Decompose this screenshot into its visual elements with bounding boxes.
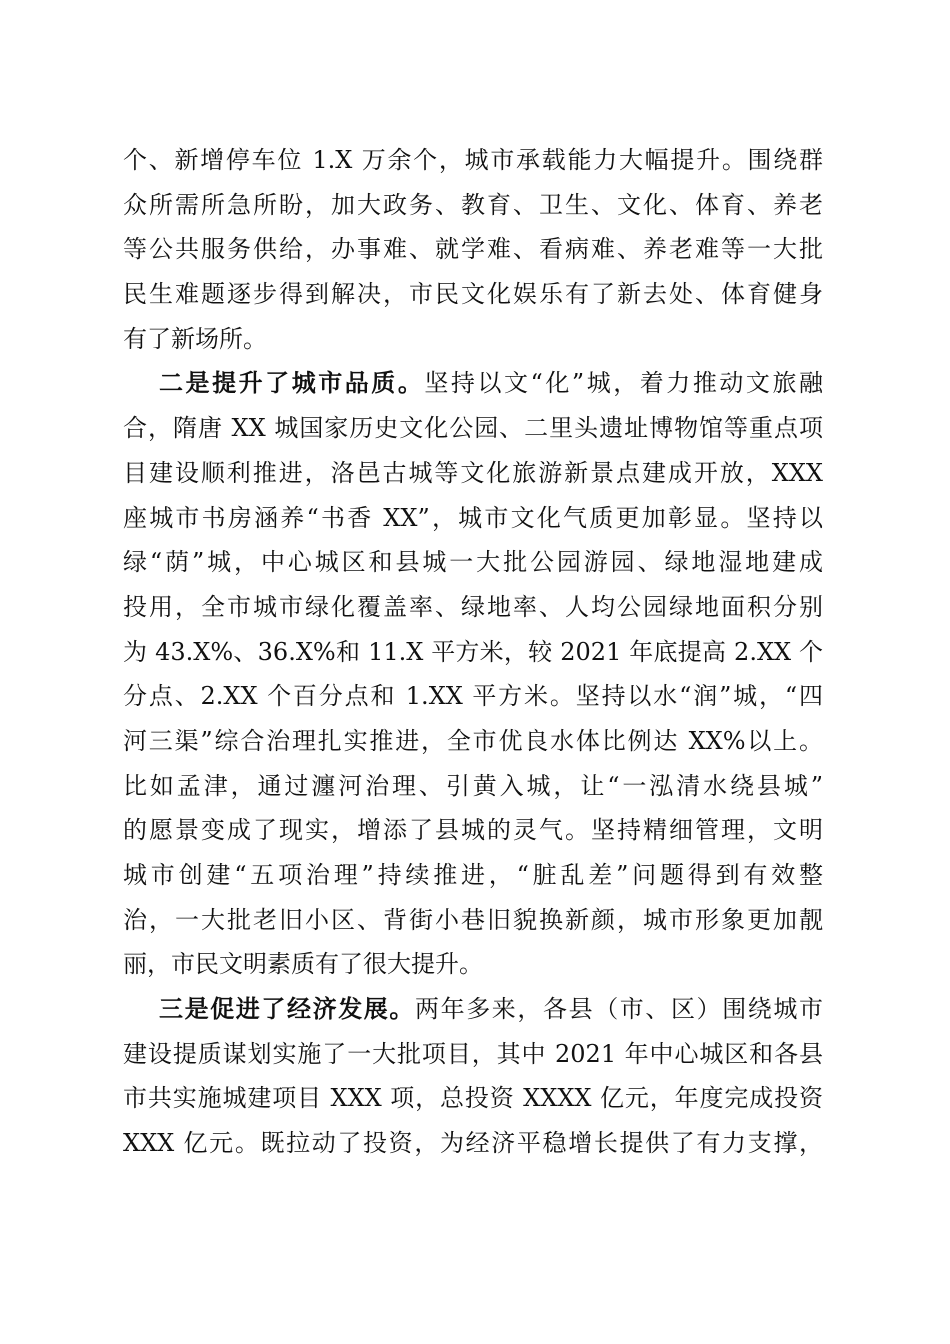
- paragraph-city-quality: [123, 361, 823, 987]
- text-line: 比如孟津，通过瀍河治理、引黄入城，让“一泓清水绕县城”: [123, 771, 823, 800]
- text-line: 合，隋唐 XX 城国家历史文化公园、二里头遗址博物馆等重点项: [123, 414, 823, 443]
- text-line: 市共实施城建项目 XXX 项，总投资 XXXX 亿元，年度完成投资: [123, 1084, 823, 1113]
- paragraph-lead: 三是促进了经济发展。: [159, 994, 415, 1024]
- text-line: 建设提质谋划实施了一大批项目，其中 2021 年中心城区和各县: [123, 1039, 823, 1068]
- text-line: 座城市书房涵养“书香 XX”，城市文化气质更加彰显。坚持以: [123, 503, 823, 532]
- text-line: XXX 亿元。既拉动了投资，为经济平稳增长提供了有力支撑，: [123, 1129, 823, 1158]
- text-line: 绿“荫”城，中心城区和县城一大批公园游园、绿地湿地建成: [123, 548, 823, 577]
- paragraph-lead: 二是提升了城市品质。: [159, 368, 425, 398]
- document-body: [123, 138, 823, 1166]
- text-line: 丽，市民文明素质有了很大提升。: [123, 950, 483, 979]
- text-line: 分点、2.XX 个百分点和 1.XX 平方米。坚持以水“润”城，“四: [123, 682, 823, 711]
- text-line: [123, 987, 823, 1032]
- text-line: 民生难题逐步得到解决，市民文化娱乐有了新去处、体育健身: [123, 280, 823, 309]
- text-line: 河三渠”综合治理扎实推进，全市优良水体比例达 XX%以上。: [123, 726, 823, 755]
- text-line: 投用，全市城市绿化覆盖率、绿地率、人均公园绿地面积分别: [123, 592, 823, 621]
- text-line: 治，一大批老旧小区、背街小巷旧貌换新颜，城市形象更加靓: [123, 905, 823, 934]
- text-line: 城市创建“五项治理”持续推进，“脏乱差”问题得到有效整: [123, 861, 823, 889]
- text-line: 为 43.X%、36.X%和 11.X 平方米，较 2021 年底提高 2.XX 个: [123, 637, 823, 666]
- text-run: 坚持以文“化”城，着力推动文旅融: [424, 369, 823, 398]
- paragraph-economic-development: [123, 987, 823, 1166]
- paragraph-public-services: [123, 138, 823, 361]
- text-run: 两年多来，各县（市、区）围绕城市: [415, 995, 823, 1024]
- text-line: 个、新增停车位 1.X 万余个，城市承载能力大幅提升。围绕群: [123, 146, 823, 174]
- text-line: 有了新场所。: [123, 324, 267, 353]
- text-line: [123, 361, 823, 406]
- text-line: 等公共服务供给，办事难、就学难、看病难、养老难等一大批: [123, 235, 823, 264]
- text-line: 的愿景变成了现实，增添了县城的灵气。坚持精细管理，文明: [123, 816, 823, 845]
- text-line: 目建设顺利推进，洛邑古城等文化旅游新景点建成开放，XXX: [123, 458, 823, 487]
- text-line: 众所需所急所盼，加大政务、教育、卫生、文化、体育、养老: [123, 190, 823, 219]
